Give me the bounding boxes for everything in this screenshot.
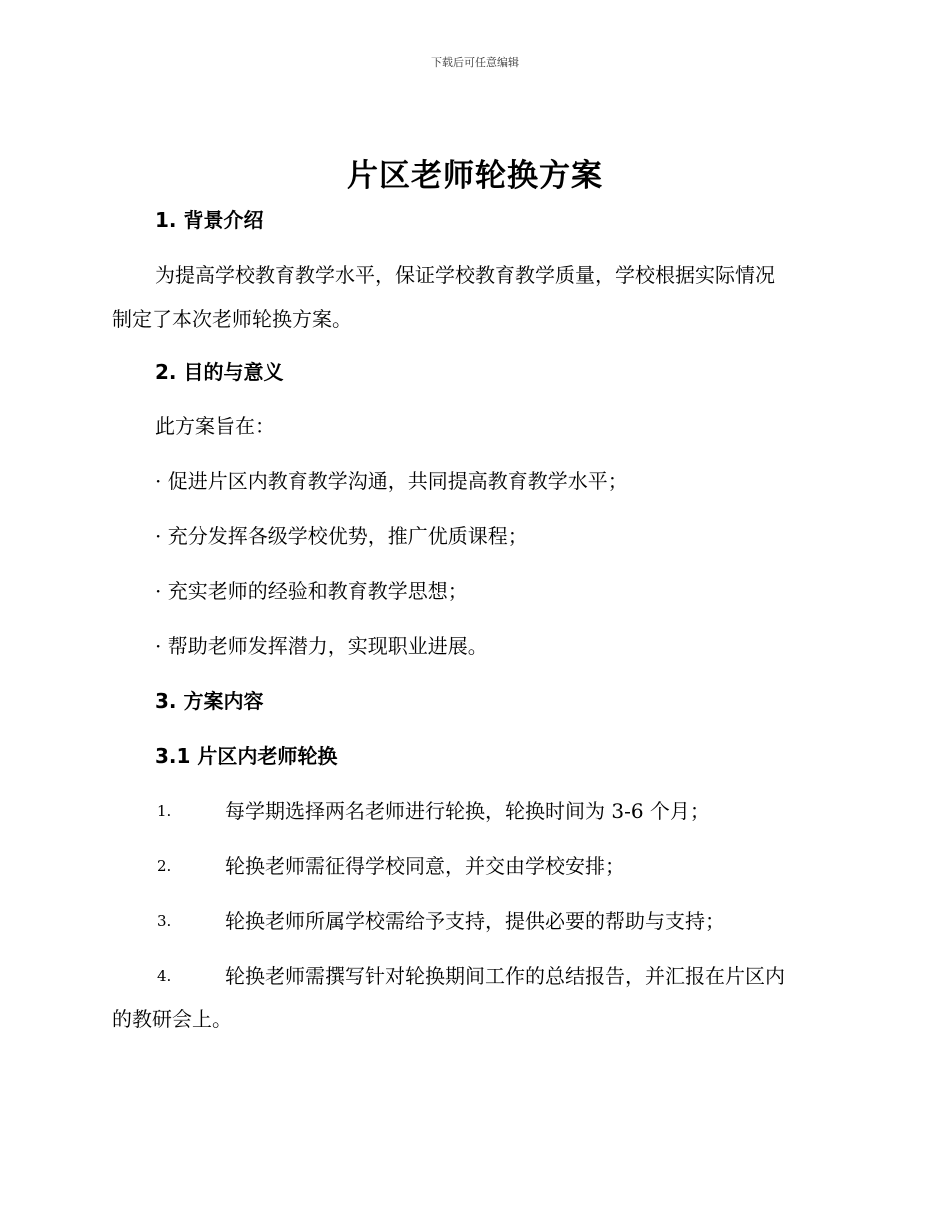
bullet-item: · 促进片区内教育教学沟通，共同提高教育教学水平； [155,469,628,493]
section-1-heading: 1. 背景介绍 [155,208,264,232]
list-item-number: 4. [157,967,172,985]
section-2-intro: 此方案旨在： [155,414,275,438]
section-1-paragraph-line-2: 制定了本次老师轮换方案。 [112,307,352,331]
list-item-text: 轮换老师需撰写针对轮换期间工作的总结报告，并汇报在片区内 [225,964,785,988]
list-item-text: 每学期选择两名老师进行轮换，轮换时间为 3-6 个月； [225,799,710,823]
section-1-paragraph-line-1: 为提高学校教育教学水平，保证学校教育教学质量，学校根据实际情况 [155,263,775,287]
list-item-number: 2. [157,857,172,875]
document-title: 片区老师轮换方案 [347,158,603,194]
list-item-number: 3. [157,912,172,930]
section-2-heading: 2. 目的与意义 [155,360,284,384]
list-item-text: 轮换老师所属学校需给予支持，提供必要的帮助与支持； [225,909,725,933]
header-note: 下载后可任意编辑 [431,56,519,69]
list-item-number: 1. [157,802,172,820]
list-item-text: 轮换老师需征得学校同意，并交由学校安排； [225,854,625,878]
bullet-item: · 帮助老师发挥潜力，实现职业进展。 [155,634,488,658]
section-3-1-heading: 3.1 片区内老师轮换 [155,744,338,768]
bullet-item: · 充分发挥各级学校优势，推广优质课程； [155,524,528,548]
list-item-text-continued: 的教研会上。 [112,1007,232,1031]
section-3-heading: 3. 方案内容 [155,689,264,713]
bullet-item: · 充实老师的经验和教育教学思想； [155,579,468,603]
